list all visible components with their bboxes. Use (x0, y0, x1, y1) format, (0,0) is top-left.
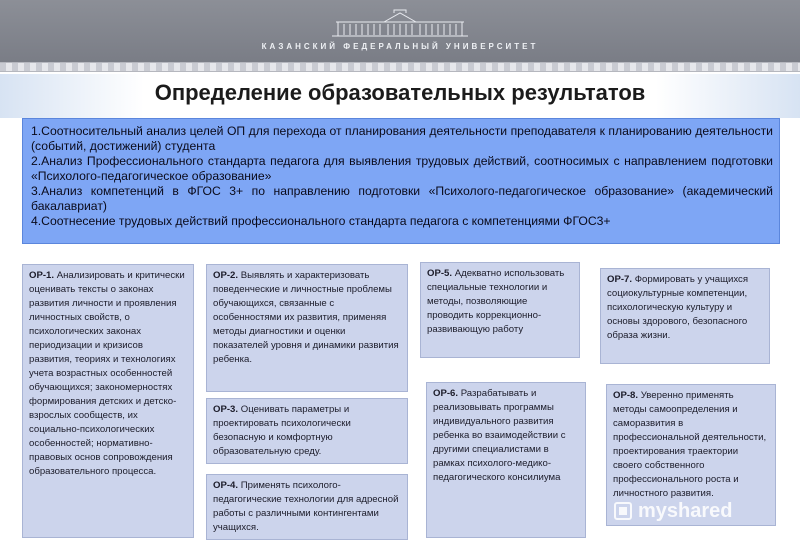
result-text: Анализировать и критически оценивать тексты о законах развития личности и проявления личностных свойств, о психологических законах периодизации и кризисов развития, теориях и технологиях учета возрастных особенностей обучающихся; закономерностях формирования детских и детско-взрослых сообществ, их социально-психологических особенностей; нормативно-правовых основ сопровождения образовательного процесса. (29, 270, 185, 477)
result-box-op4 (206, 474, 408, 540)
result-code: ОР-4. (213, 480, 239, 491)
result-text: Разрабатывать и реализовывать программы индивидуального развития ребенка во взаимодействии с другими специалистами в рамках психолого-медико-педагогического консилиума (433, 388, 566, 483)
result-code: ОР-5. (427, 268, 453, 279)
analysis-item-4: 4.Соотнесение трудовых действий профессионального стандарта педагога с компетенциями ФГОС3+ (31, 214, 611, 228)
result-box-op5 (420, 262, 580, 358)
result-code: ОР-3. (213, 404, 239, 415)
university-building-logo (328, 8, 472, 38)
result-box-op7 (600, 268, 770, 364)
result-code: ОР-1. (29, 270, 55, 281)
page-title: Определение образовательных результатов (154, 80, 646, 105)
university-header (0, 0, 800, 62)
result-text: Применять психолого-педагогические технологии для адресной работы с различными контингентами учащихся. (213, 480, 399, 533)
analysis-item-2: 2.Анализ Профессионального стандарта педагога для выявления трудовых действий, соотносимых с направлением подготовки «Психолого-педагогическое образование» (31, 154, 773, 183)
analysis-steps-box (22, 118, 780, 244)
result-code: ОР-7. (607, 274, 633, 285)
result-text: Выявлять и характеризовать поведенческие и личностные проблемы обучающихся, связанные с особенностями их развития, применяя методы диагностики и оценки показателей уровня и динамики развития ребенка. (213, 270, 399, 365)
result-box-op6 (426, 382, 586, 538)
result-text: Уверенно применять методы самоопределения и саморазвития в профессиональной деятельности, проектирования траектории своего собственного профессионального роста и личностного развития. (613, 390, 767, 499)
watermark-text: myshared (638, 499, 733, 522)
result-box-op2 (206, 264, 408, 392)
analysis-item-1: 1.Соотносительный анализ целей ОП для перехода от планирования деятельности преподавателя к планированию деятельности (событий, достижений) студента (31, 124, 773, 153)
watermark (614, 494, 774, 528)
decorative-border (0, 62, 800, 72)
result-text: Оценивать параметры и проектировать психологически безопасную и комфортную образовательную среду. (213, 404, 351, 457)
result-code: ОР-2. (213, 270, 239, 281)
university-name: КАЗАНСКИЙ ФЕДЕРАЛЬНЫЙ УНИВЕРСИТЕТ (261, 42, 539, 51)
result-code: ОР-6. (433, 388, 459, 399)
result-text: Формировать у учащихся социокультурные компетенции, психологическую культуру и основы здорового, безопасного образа жизни. (607, 274, 749, 341)
watermark-icon (614, 502, 632, 520)
result-box-op1 (22, 264, 194, 538)
result-text: Адекватно использовать специальные технологии и методы, позволяющие проводить коррекционно-развивающую работу (427, 268, 565, 335)
result-code: ОР-8. (613, 390, 639, 401)
result-box-op3 (206, 398, 408, 464)
analysis-item-3: 3.Анализ компетенций в ФГОС 3+ по направлению подготовки «Психолого-педагогическое образование» (академический бакалавриат) (31, 184, 773, 213)
